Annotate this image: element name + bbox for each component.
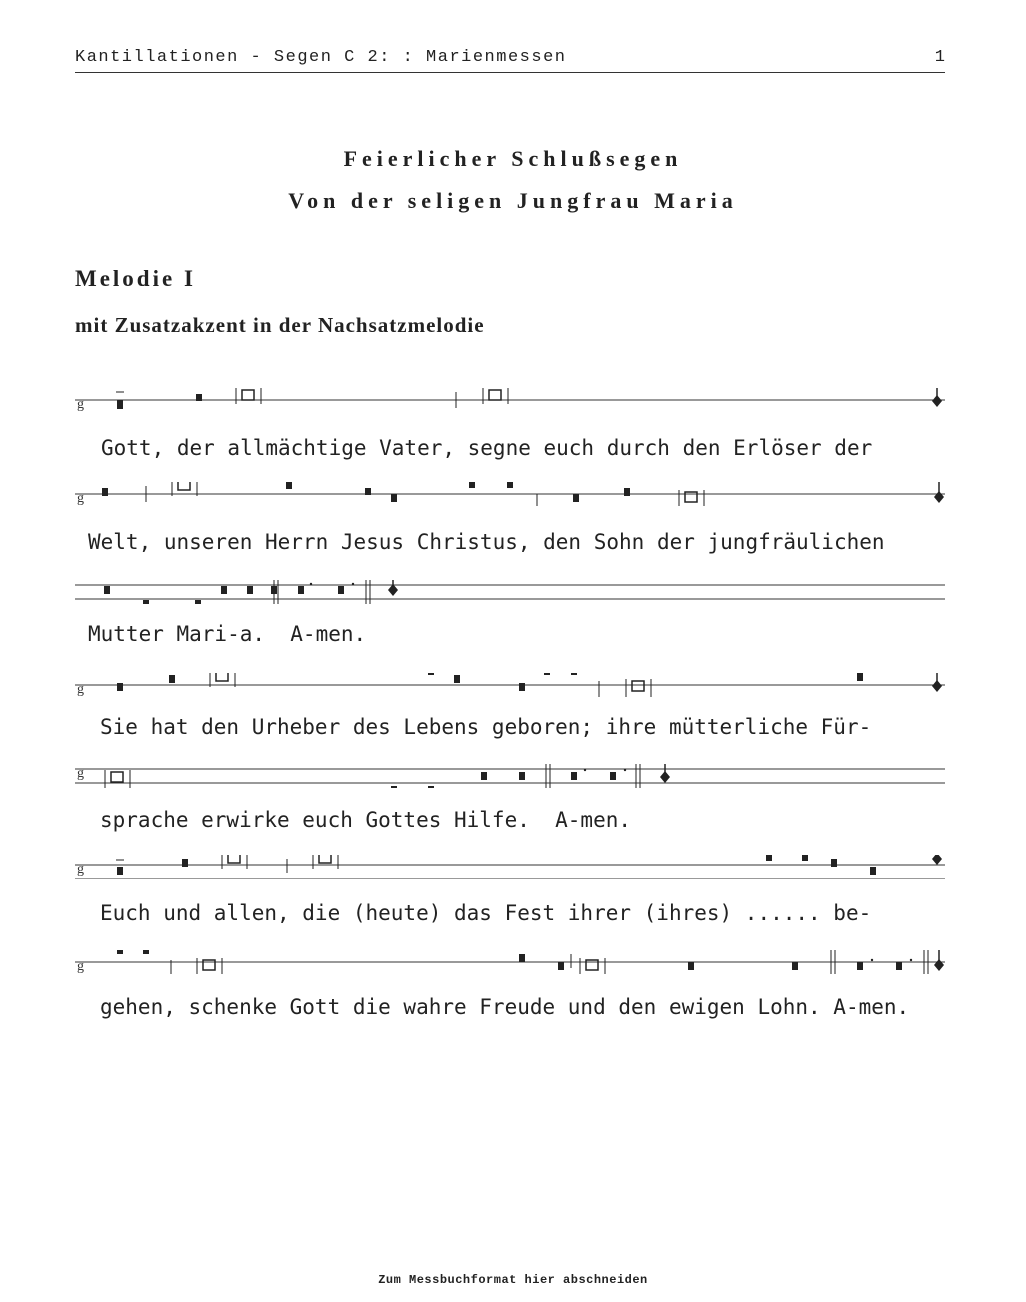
- lyric-line-4: Sie hat den Urheber des Lebens geboren; ihre mütterliche Für-: [100, 715, 872, 739]
- lyric-line-7: gehen, schenke Gott die wahre Freude und den ewigen Lohn. A-men.: [100, 995, 910, 1019]
- staff-4: [75, 673, 945, 697]
- lyric-line-2: Welt, unseren Herrn Jesus Christus, den Sohn der jungfräulichen: [88, 530, 885, 554]
- staff-7: [75, 950, 945, 974]
- staff-3: [75, 580, 945, 604]
- lyric-line-1: Gott, der allmächtige Vater, segne euch durch den Erlöser der: [101, 436, 873, 460]
- lyric-line-3: Mutter Mari-a. A-men.: [88, 622, 367, 646]
- svg-text:g: g: [77, 862, 84, 877]
- staff-2: [75, 482, 945, 506]
- staff-6: [75, 855, 945, 879]
- header-title: Kantillationen - Segen C 2: : Marienmessen: [75, 48, 567, 67]
- title-line-2: Von der seligen Jungfrau Maria: [288, 188, 738, 213]
- lyric-line-5: sprache erwirke euch Gottes Hilfe. A-men.: [100, 808, 632, 832]
- section-heading: Melodie I: [75, 266, 196, 291]
- cut-line-note: Zum Messbuchformat hier abschneiden: [378, 1273, 648, 1287]
- running-header: [75, 48, 945, 73]
- page-number: 1: [934, 48, 945, 67]
- svg-text:g: g: [77, 766, 84, 781]
- section-subheading: mit Zusatzakzent in der Nachsatzmelodie: [75, 313, 485, 337]
- title-line-1: Feierlicher Schlußsegen: [343, 146, 683, 171]
- staff-5: [75, 764, 945, 788]
- staff-1: [75, 388, 945, 412]
- svg-text:g: g: [77, 682, 84, 697]
- lyric-line-6: Euch und allen, die (heute) das Fest ihrer (ihres) ...... be-: [100, 901, 872, 925]
- clef: g: [77, 397, 84, 412]
- svg-text:g: g: [77, 959, 84, 974]
- svg-text:g: g: [77, 491, 84, 506]
